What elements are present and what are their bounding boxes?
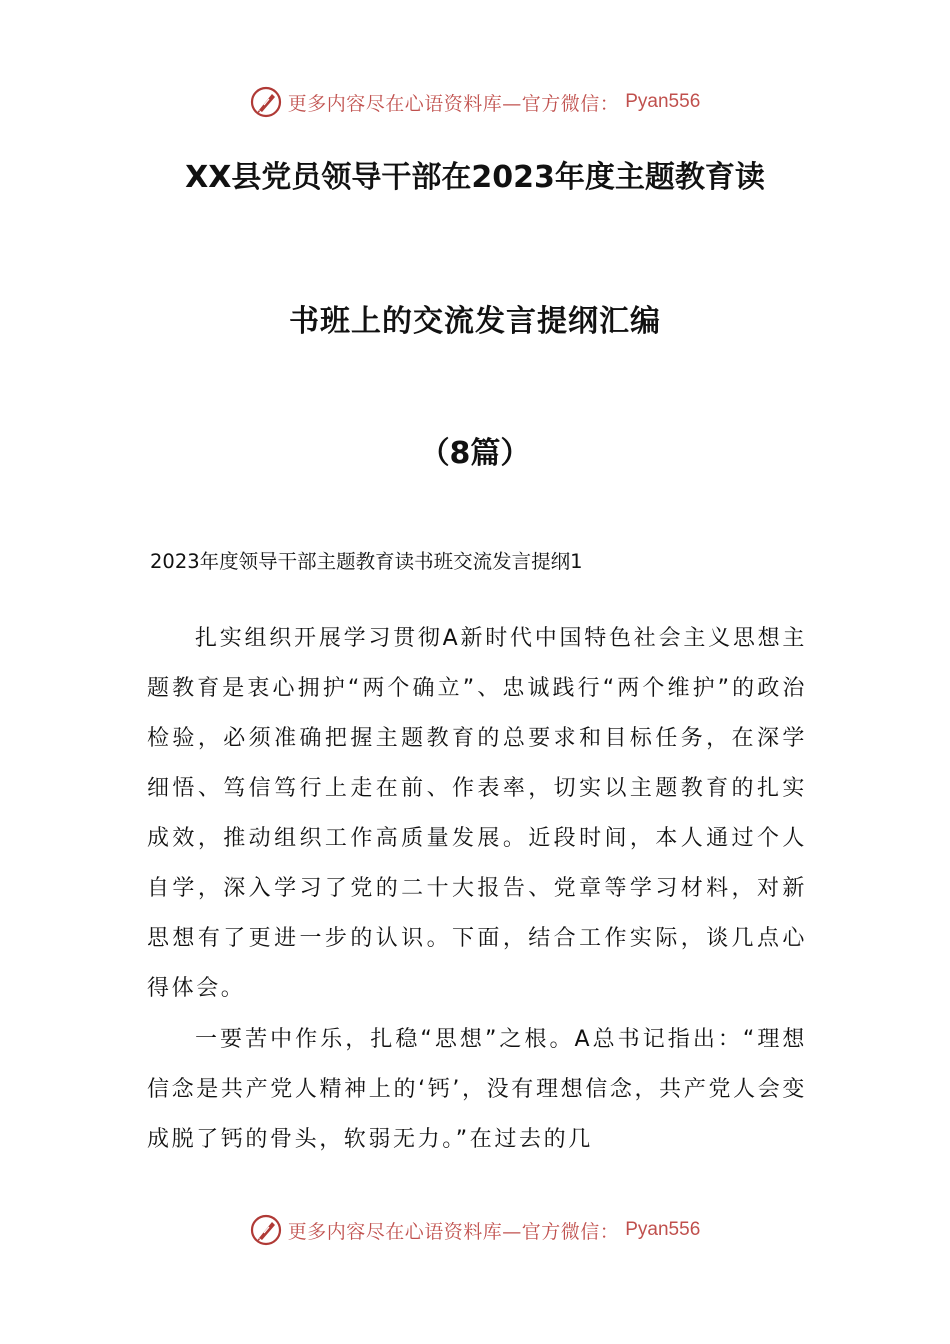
body-paragraph: 扎实组织开展学习贯彻A新时代中国特色社会主义思想主题教育是衷心拥护“两个确立”、忠诚践行“两个维护”的政治检验，必须准确把握主题教育的总要求和目标任务，在深学细悟、笃信笃行上走在前、作表率，切实以主题教育的扎实成效，推动组织工作高质量发展。近段时间，本人通过个人自学，深入学习了党的二十大报告、党章等学习材料，对新思想有了更进一步的认识。下面，结合工作实际，谈几点心得体会。 <box>147 626 807 1001</box>
document-title-count: （8篇） <box>419 436 531 471</box>
watermark-footer <box>0 1210 950 1250</box>
quill-pen-logo-icon <box>250 1214 282 1246</box>
document-title-line-1: XX县党员领导干部在2023年度主题教育读 <box>185 160 765 195</box>
document-body <box>147 614 807 1165</box>
watermark-header <box>0 82 950 122</box>
section-heading: 2023年度领导干部主题教育读书班交流发言提纲1 <box>150 550 583 573</box>
watermark-text: 更多内容尽在心语资料库—官方微信： <box>287 1220 620 1243</box>
watermark-wechat-id: Pyan556 <box>625 91 701 112</box>
watermark-text: 更多内容尽在心语资料库—官方微信： <box>287 92 620 115</box>
quill-pen-logo-icon <box>250 86 282 118</box>
body-paragraph: 一要苦中作乐，扎稳“思想”之根。A总书记指出：“理想信念是共产党人精神上的‘钙’，没有理想信念，共产党人会变成脱了钙的骨头，软弱无力。”在过去的几 <box>147 1027 807 1152</box>
document-title-line-2: 书班上的交流发言提纲汇编 <box>289 304 661 339</box>
watermark-wechat-id: Pyan556 <box>625 1219 701 1240</box>
